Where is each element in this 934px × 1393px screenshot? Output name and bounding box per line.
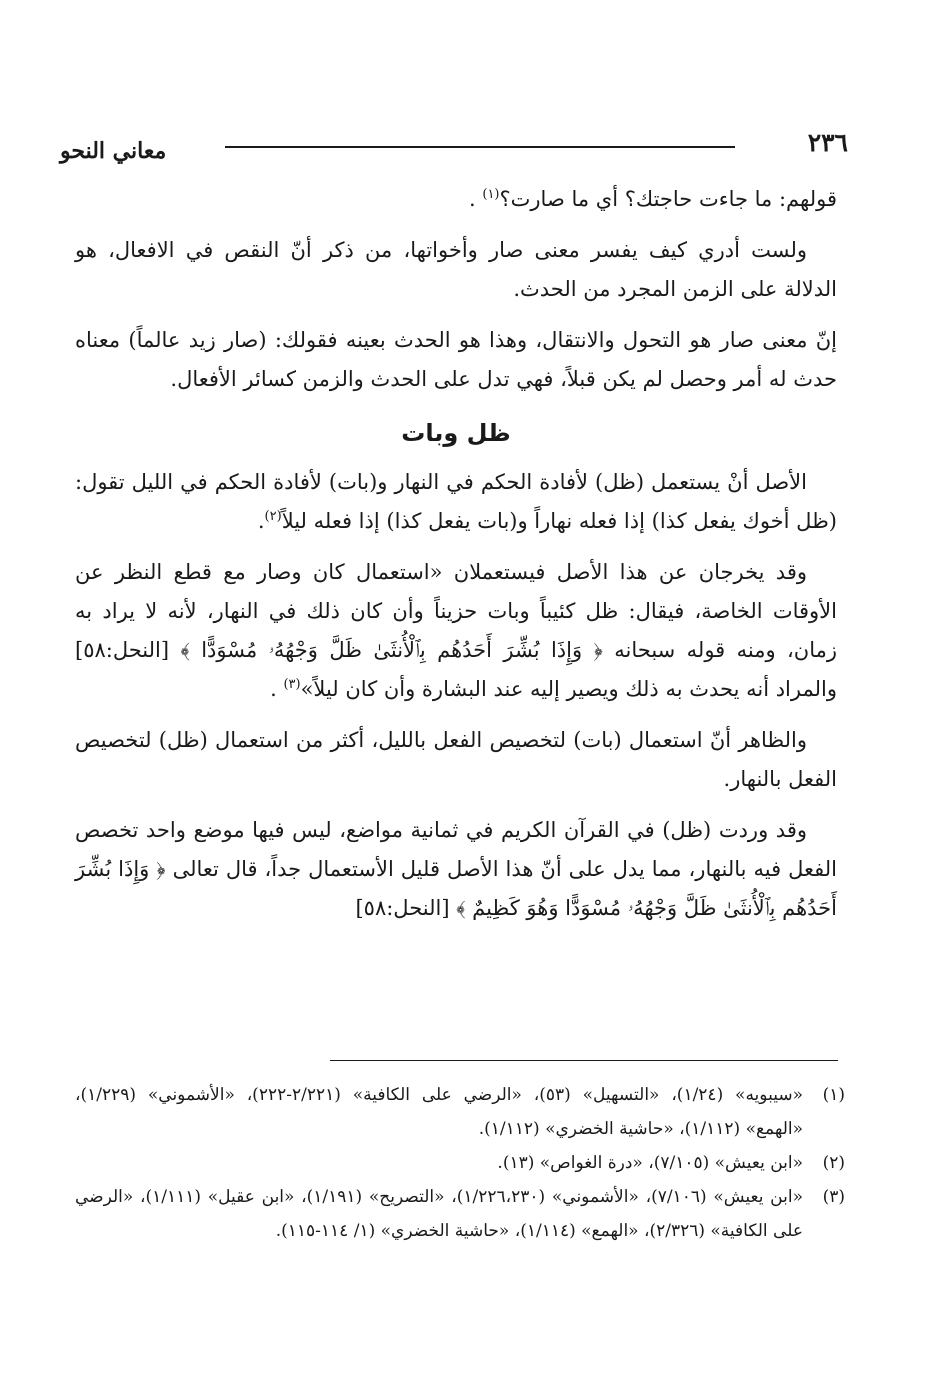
page-number: ٢٣٦: [807, 128, 848, 157]
paragraph-2: ولست أدري كيف يفسر معنى صار وأخواتها، من ذكر أنّ النقص في الافعال، هو الدلالة على الزمن المجرد من الحدث.: [75, 238, 837, 301]
main-text: [75, 180, 837, 940]
footnote-number: (٢): [822, 1153, 845, 1173]
footnote-2: [75, 1146, 845, 1180]
running-title: معاني النحو: [60, 138, 167, 164]
footnote-ref-2[interactable]: (٢): [264, 509, 282, 524]
footnote-text: «سيبويه» (١/٢٤)، «التسهيل» (٥٣)، «الرضي على الكافية» (٢/٢٢١-٢٢٢)، «الأشموني» (١/٢٢٩)، «الهمع» (١/١١٢)، «حاشية الخضري» (١/١١٢).: [75, 1085, 803, 1139]
paragraph-1: قولهم: ما جاءت حاجتك؟ أي ما صارت؟$^{(١)}$ .: [469, 187, 837, 211]
footnote-number: (٣): [822, 1187, 845, 1207]
section-heading: ظل وبات: [401, 419, 511, 447]
footnote-ref-1[interactable]: (١): [482, 187, 500, 202]
footnote-1: [75, 1078, 845, 1146]
paragraph-6: والظاهر أنّ استعمال (بات) لتخصيص الفعل بالليل، أكثر من استعمال (ظل) لتخصيص الفعل بالنهار.: [75, 728, 837, 791]
paragraph-4-text: الأصل أنْ يستعمل (ظل) لأفادة الحكم في النهار و(بات) لأفادة الحكم في الليل تقول: (ظل أخوك يفعل كذا) إذا فعله نهاراً و(بات يفعل كذا) إذا فعله ليلاً: [75, 470, 837, 533]
footnote-text: «ابن يعيش» (٧/١٠٦)، «الأشموني» (١/٢٢٦،٢٣٠)، «التصريح» (١/١٩١)، «ابن عقيل» (١/١١١)، «الرضي على الكافية» (٢/٣٢٦)، «الهمع» (١/١١٤)، «حاشية الخضري» (١/ ١١٤-١١٥).: [75, 1187, 803, 1241]
paragraph-4: الأصل أنْ يستعمل (ظل) لأفادة الحكم في النهار و(بات) لأفادة الحكم في الليل تقول: (ظل أخوك يفعل كذا) إذا فعله نهاراً و(بات يفعل كذا) إذا فعله ليلاً$^{(٢)}$.: [75, 470, 837, 533]
paragraph-5-text: وقد يخرجان عن هذا الأصل فيستعملان «استعمال كان وصار مع قطع النظر عن الأوقات الخاصة، فيقال: ظل كئيباً وبات حزيناً وأن كان ذلك في النهار، لأنه لا يراد به زمان، ومنه قوله سبحانه ﴿ وَإِذَا بُشِّرَ أَحَدُهُم بِٱلْأُنثَىٰ ظَلَّ وَجْهُهُۥ مُسْوَدًّا ﴾ [النحل:٥٨] والمراد أنه يحدث به ذلك ويصير إليه عند البشارة وأن كان ليلاً»: [75, 560, 837, 701]
footnote-text: «ابن يعيش» (٧/١٠٥)، «درة الغواص» (١٣).: [497, 1153, 803, 1173]
paragraph-5: وقد يخرجان عن هذا الأصل فيستعملان «استعمال كان وصار مع قطع النظر عن الأوقات الخاصة، فيقال: ظل كئيباً وبات حزيناً وأن كان ذلك في النهار، لأنه لا يراد به زمان، ومنه قوله سبحانه ﴿ وَإِذَا بُشِّرَ أَحَدُهُم بِٱلْأُنثَىٰ ظَلَّ وَجْهُهُۥ مُسْوَدًّا ﴾ [النحل:٥٨] والمراد أنه يحدث به ذلك ويصير إليه عند البشارة وأن كان ليلاً»$^{(٣)}$ .: [75, 560, 837, 701]
page-header: [60, 128, 850, 168]
footnote-number: (١): [822, 1085, 845, 1105]
header-rule: [225, 146, 735, 148]
footnote-ref-3[interactable]: (٣): [283, 677, 301, 692]
paragraph-1-text: قولهم: ما جاءت حاجتك؟ أي ما صارت؟: [499, 187, 837, 211]
paragraph-3: إنّ معنى صار هو التحول والانتقال، وهذا هو الحدث بعينه فقولك: (صار زيد عالماً) معناه حدث له أمر وحصل لم يكن قبلاً، فهي تدل على الحدث والزمن كسائر الأفعال.: [75, 328, 837, 391]
paragraph-7: وقد وردت (ظل) في القرآن الكريم في ثمانية مواضع، ليس فيها موضع واحد تخصص الفعل فيه بالنهار، مما يدل على أنّ هذا الأصل قليل الأستعمال جداً، قال تعالى ﴿ وَإِذَا بُشِّرَ أَحَدُهُم بِٱلْأُنثَىٰ ظَلَّ وَجْهُهُۥ مُسْوَدًّا وَهُوَ كَظِيمٌ ﴾ [النحل:٥٨]: [75, 818, 837, 920]
footnote-separator: [330, 1060, 838, 1061]
footnotes: [75, 1078, 845, 1248]
footnote-3: [75, 1180, 845, 1248]
